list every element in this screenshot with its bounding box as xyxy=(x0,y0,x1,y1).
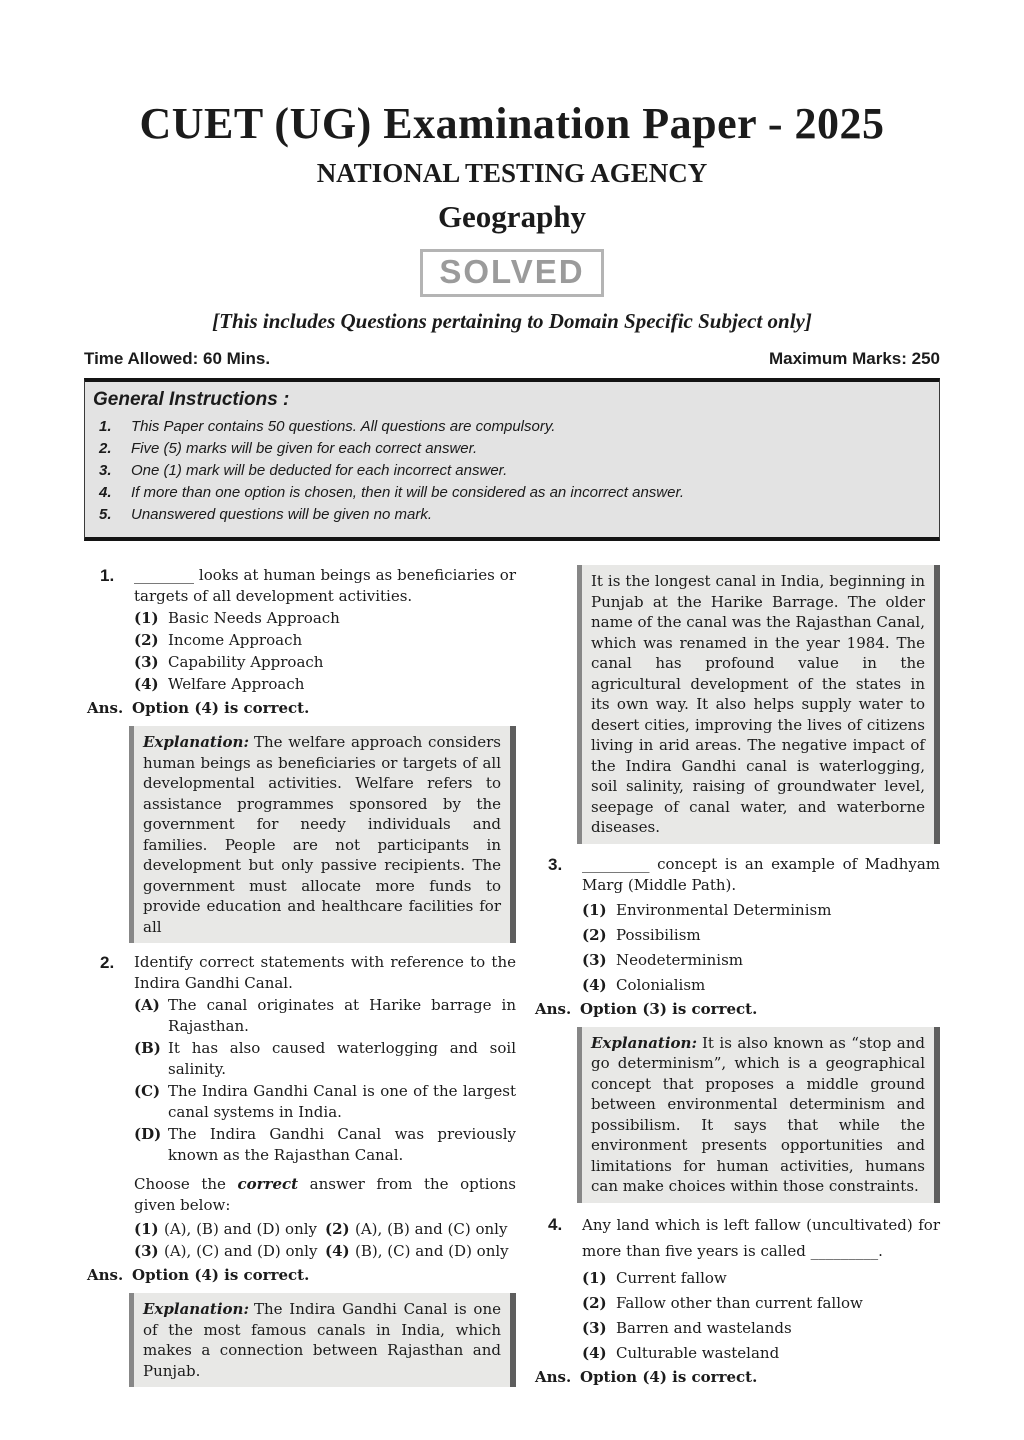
question-text: ________ looks at human beings as beneficiaries or targets of all development activities. xyxy=(134,566,516,606)
domain-note: [This includes Questions pertaining to Domain Specific Subject only] xyxy=(212,309,812,334)
option xyxy=(134,1240,325,1262)
explanation-continuation-box xyxy=(577,565,940,844)
option xyxy=(134,652,516,673)
question-text: Identify correct statements with reference to the Indira Gandhi Canal. xyxy=(134,953,516,993)
choose-suffix: answer from the options given below: xyxy=(134,1175,516,1215)
question-text: Any land which is left fallow (uncultivated) for more than five years is called _________. xyxy=(582,1215,940,1260)
answer-label: Ans. xyxy=(87,1266,124,1285)
explanation-text: The Indira Gandhi Canal is one of the most famous canals in India, which makes a connection between Rajasthan and Punjab. xyxy=(143,1300,501,1380)
instruction-number: 5. xyxy=(99,506,112,524)
question-1 xyxy=(84,565,516,695)
right-column xyxy=(532,565,940,1396)
answer-line xyxy=(84,1265,516,1286)
option-label: (1) xyxy=(582,1268,607,1287)
option-text: (A), (B) and (D) only xyxy=(164,1220,318,1239)
option-text: Income Approach xyxy=(168,631,303,650)
instruction-text: Unanswered questions will be given no mark. xyxy=(131,506,432,524)
option-label: (1) xyxy=(134,609,159,628)
option-text: (A), (B) and (C) only xyxy=(355,1220,508,1239)
statement-label: (C) xyxy=(134,1082,161,1101)
option-label: (3) xyxy=(134,653,159,672)
statement xyxy=(134,995,516,1037)
option xyxy=(582,950,940,971)
option xyxy=(582,1343,940,1364)
option-label: (1) xyxy=(582,900,607,919)
answer-line xyxy=(84,698,516,719)
instruction-item xyxy=(91,484,929,501)
option xyxy=(582,925,940,946)
statement xyxy=(134,1124,516,1166)
option-label: (1) xyxy=(134,1220,159,1239)
option xyxy=(582,1268,940,1289)
answer-label: Ans. xyxy=(535,1367,572,1386)
question-2-statements xyxy=(134,995,516,1166)
option xyxy=(134,674,516,695)
question-number: 1. xyxy=(100,566,115,586)
subject-title: Geography xyxy=(437,199,587,235)
statement-text: The Indira Gandhi Canal is one of the largest canal systems in India. xyxy=(168,1082,516,1122)
page-title: CUET (UG) Examination Paper - 2025 xyxy=(139,99,885,148)
agency-name: NATIONAL TESTING AGENCY xyxy=(316,158,708,189)
answer-text: Option (4) is correct. xyxy=(132,699,310,718)
solved-badge-wrap xyxy=(84,249,940,297)
option-text: Barren and wastelands xyxy=(616,1318,792,1337)
option-label: (2) xyxy=(325,1220,350,1239)
question-4-options xyxy=(582,1268,940,1364)
answer-text: Option (4) is correct. xyxy=(132,1266,310,1285)
statement-text: The canal originates at Harike barrage in Rajasthan. xyxy=(168,996,516,1036)
answer-line xyxy=(532,1367,940,1388)
statement-text: The Indira Gandhi Canal was previously known as the Rajasthan Canal. xyxy=(168,1125,516,1165)
option xyxy=(582,900,940,921)
choose-emphasis: correct xyxy=(237,1175,299,1194)
option-text: Possibilism xyxy=(616,925,701,944)
general-instructions-box xyxy=(84,378,940,541)
option xyxy=(582,1293,940,1314)
instruction-number: 3. xyxy=(99,462,112,480)
statement xyxy=(134,1081,516,1123)
explanation-continuation-text: It is the longest canal in India, beginning in Punjab at the Harike Barrage. The older name of the canal was the Rajasthan Canal, which was renamed in the year 1984. The canal has profound value in the agricultural development of the states in its own way. It also helps supply water to desert cities, improving the lives of citizens living in arid areas. The negative impact of the Indira Gandhi canal is waterlogging, soil salinity, raising of groundwater level, seepage of canal water, and waterborne diseases. xyxy=(591,572,925,837)
option-label: (2) xyxy=(582,1293,607,1312)
explanation-label: Explanation: xyxy=(143,1300,249,1319)
question-2 xyxy=(84,952,516,1262)
instruction-text: If more than one option is chosen, then it will be considered as an incorrect answer. xyxy=(131,484,685,502)
option xyxy=(325,1240,516,1262)
answer-text: Option (4) is correct. xyxy=(580,1367,758,1386)
instruction-item xyxy=(91,418,929,435)
instruction-item xyxy=(91,440,929,457)
option-label: (3) xyxy=(582,1318,607,1337)
statement-label: (D) xyxy=(134,1125,162,1144)
explanation-label: Explanation: xyxy=(143,733,249,752)
instruction-item xyxy=(91,506,929,523)
option-text: Current fallow xyxy=(616,1268,727,1287)
option-text: Colonialism xyxy=(616,975,706,994)
question-1-options xyxy=(134,608,516,695)
option-text: Fallow other than current fallow xyxy=(616,1293,863,1312)
option xyxy=(134,608,516,629)
explanation-box xyxy=(129,726,516,943)
option-text: Neodeterminism xyxy=(616,950,743,969)
question-text: _________ concept is an example of Madhyam Marg (Middle Path). xyxy=(582,854,940,894)
option-text: (B), (C) and (D) only xyxy=(355,1242,509,1261)
instruction-number: 2. xyxy=(99,440,112,458)
explanation-label: Explanation: xyxy=(591,1033,697,1052)
option-label: (3) xyxy=(134,1242,159,1261)
left-column xyxy=(84,565,516,1396)
question-2-options xyxy=(134,1218,516,1262)
question-columns xyxy=(84,565,940,1396)
option-label: (4) xyxy=(582,975,607,994)
choose-prefix: Choose the xyxy=(134,1175,238,1194)
instruction-text: One (1) mark will be deducted for each incorrect answer. xyxy=(131,462,508,480)
meta-row xyxy=(84,349,940,369)
question-number: 4. xyxy=(548,1214,563,1234)
statement-label: (A) xyxy=(134,996,160,1015)
solved-badge: SOLVED xyxy=(420,249,603,297)
answer-label: Ans. xyxy=(535,999,572,1018)
explanation-text: It is also known as “stop and go determinism”, which is a geographical concept that proposes a middle ground between environmental determinism and possibilism. It says that while the environment presents opportunities and limitations for human activities, humans can make choices within those constraints. xyxy=(591,1033,925,1196)
option xyxy=(582,975,940,996)
answer-text: Option (3) is correct. xyxy=(580,999,758,1018)
explanation-box xyxy=(577,1027,940,1203)
option-text: Environmental Determinism xyxy=(616,900,832,919)
choose-instruction xyxy=(134,1174,516,1216)
option-text: Basic Needs Approach xyxy=(168,609,340,628)
option-label: (2) xyxy=(582,925,607,944)
instruction-text: This Paper contains 50 questions. All questions are compulsory. xyxy=(131,418,556,436)
option-label: (4) xyxy=(134,675,159,694)
maximum-marks: Maximum Marks: 250 xyxy=(768,349,940,369)
option-text: Welfare Approach xyxy=(168,675,305,694)
instructions-title: General Instructions : xyxy=(93,389,290,411)
answer-line xyxy=(532,999,940,1020)
instruction-item xyxy=(91,462,929,479)
statement xyxy=(134,1038,516,1080)
option-label: (4) xyxy=(325,1242,350,1261)
option-text: Culturable wasteland xyxy=(616,1343,780,1362)
statement-text: It has also caused waterlogging and soil salinity. xyxy=(168,1039,516,1079)
question-4 xyxy=(532,1212,940,1364)
instruction-text: Five (5) marks will be given for each correct answer. xyxy=(131,440,478,458)
option xyxy=(134,1218,325,1240)
statement-label: (B) xyxy=(134,1039,161,1058)
question-3 xyxy=(532,854,940,996)
time-allowed: Time Allowed: 60 Mins. xyxy=(84,349,271,369)
option-text: Capability Approach xyxy=(168,653,324,672)
option xyxy=(582,1318,940,1339)
instruction-number: 4. xyxy=(99,484,112,502)
explanation-box xyxy=(129,1293,516,1387)
question-3-options xyxy=(582,900,940,996)
option xyxy=(325,1218,516,1240)
option-label: (2) xyxy=(134,631,159,650)
instruction-number: 1. xyxy=(99,418,112,436)
option-label: (4) xyxy=(582,1343,607,1362)
answer-label: Ans. xyxy=(87,699,124,718)
explanation-text: The welfare approach considers human beings as beneficiaries or targets of all developmental activities. Welfare refers to assistance programmes sponsored by the government for needy individuals and families. People are not participants in development but only passive recipients. The government must allocate more funds to provide education and healthcare facilities for all xyxy=(143,733,501,936)
option-label: (3) xyxy=(582,950,607,969)
option-text: (A), (C) and (D) only xyxy=(164,1242,318,1261)
option xyxy=(134,630,516,651)
question-number: 3. xyxy=(548,854,563,874)
question-number: 2. xyxy=(100,953,115,973)
